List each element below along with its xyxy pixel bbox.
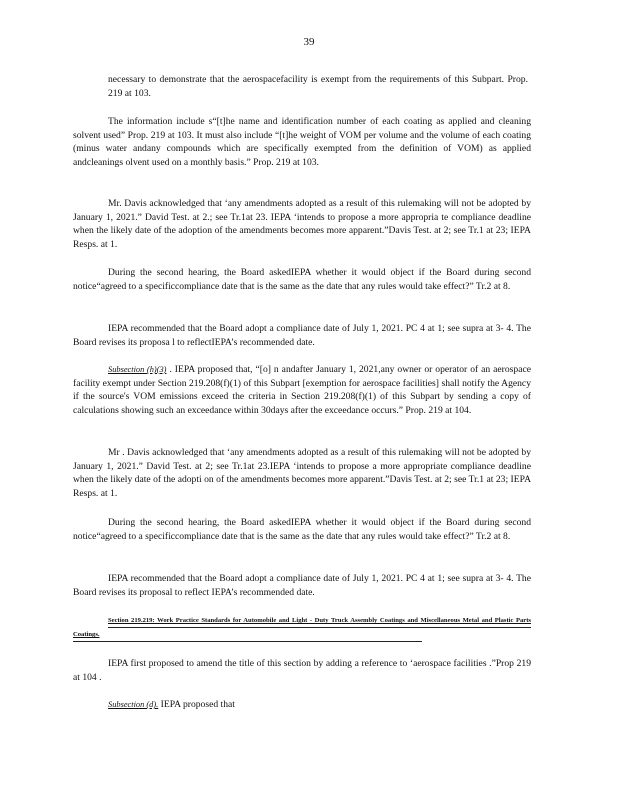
paragraph: The information include s“[t]he name and identification number of each coating as applied and cleaning solvent used” Prop. 219 at 103. It must also include “[t]he weight of VOM per volume and the volume of each coating (minus water andany compounds which are specifically exempted from the definition of VOM) as applied andcleanings olvent used on a monthly basis.” Prop. 219 at 103. (73, 116, 531, 168)
heading-underline (108, 627, 531, 628)
paragraph (73, 363, 531, 417)
paragraph-text: IEPA proposed that (160, 699, 235, 710)
paragraph: IEPA recommended that the Board adopt a compliance date of July 1, 2021. PC 4 at 1; see supra at 3- 4. The Board revises its proposal to reflect IEPA’s recommended date. (73, 573, 531, 598)
paragraph-text: . IEPA proposed that, “[o] n andafter January 1, 2021,any owner or operator of an aerospace facility exempt under Section 219.208(f)(1) of this Subpart [exemption for aerospace facilities] shall notify the Agency if the source's VOM emissions exceed the criteria in Section 219.208(f)(1) of this Subpart by sending a copy of calculations showing such an exceedance within 30days after the exceedance occurs.” Prop. 219 at 104. (73, 364, 531, 416)
paragraph: During the second hearing, the Board askedIEPA whether it would object if the Board during second notice“agreed to a specificcompliance date that is the same as the date that any rules would take effect?” Tr.2 at 8. (73, 267, 531, 292)
paragraph (73, 698, 531, 712)
paragraph: Mr . Davis acknowledged that ‘any amendments adopted as a result of this rulemaking will not be adopted by January 1, 2021.” David Test. at 2; see Tr.1at 23.IEPA ‘intends to propose a more appropriate compliance deadline when the likely date of the adopti on of the amendments becomes more apparent.”Davis Test. at 2; see Tr.1 at 23; IEPA Resps. at 1. (73, 447, 531, 499)
paragraph: necessary to demonstrate that the aerospacefacility is exempt from the requirements of this Subpart. Prop. 219 at 103. (108, 74, 528, 99)
subsection-label: Subsection (d). (108, 700, 159, 709)
paragraph: IEPA recommended that the Board adopt a compliance date of July 1, 2021. PC 4 at 1; see supra at 3- 4. The Board revises its proposa l to reflectIEPA’s recommended date. (73, 323, 531, 348)
paragraph: Mr. Davis acknowledged that ‘any amendments adopted as a result of this rulemaking will not be adopted by January 1, 2021.” David Test. at 2.; see Tr.1at 23. IEPA ‘intends to propose a more appropria te compliance deadline when the likely date of the adoption of the amendments becomes more apparent.”Davis Test. at 2; see Tr.1 at 23; IEPA Resps. at 1. (73, 198, 531, 250)
paragraph: IEPA first proposed to amend the title of this section by adding a reference to ‘aerospace facilities .”Prop 219 at 104 . (73, 658, 531, 683)
paragraph: During the second hearing, the Board askedIEPA whether it would object if the Board during second notice“agreed to a specificcompliance date that is the same as the date that any rules would take effect?” Tr.2 at 8. (73, 517, 531, 542)
page-number: 39 (303, 36, 315, 48)
section-heading: Section 219.219: Work Practice Standards for Automobile and Light - Duty Truck Assembly Coatings and Miscellaneous Metal and Plastic Parts Coatings. (73, 617, 531, 638)
heading-underline (73, 641, 422, 642)
subsection-label: Subsection (h)(3) (108, 365, 167, 374)
